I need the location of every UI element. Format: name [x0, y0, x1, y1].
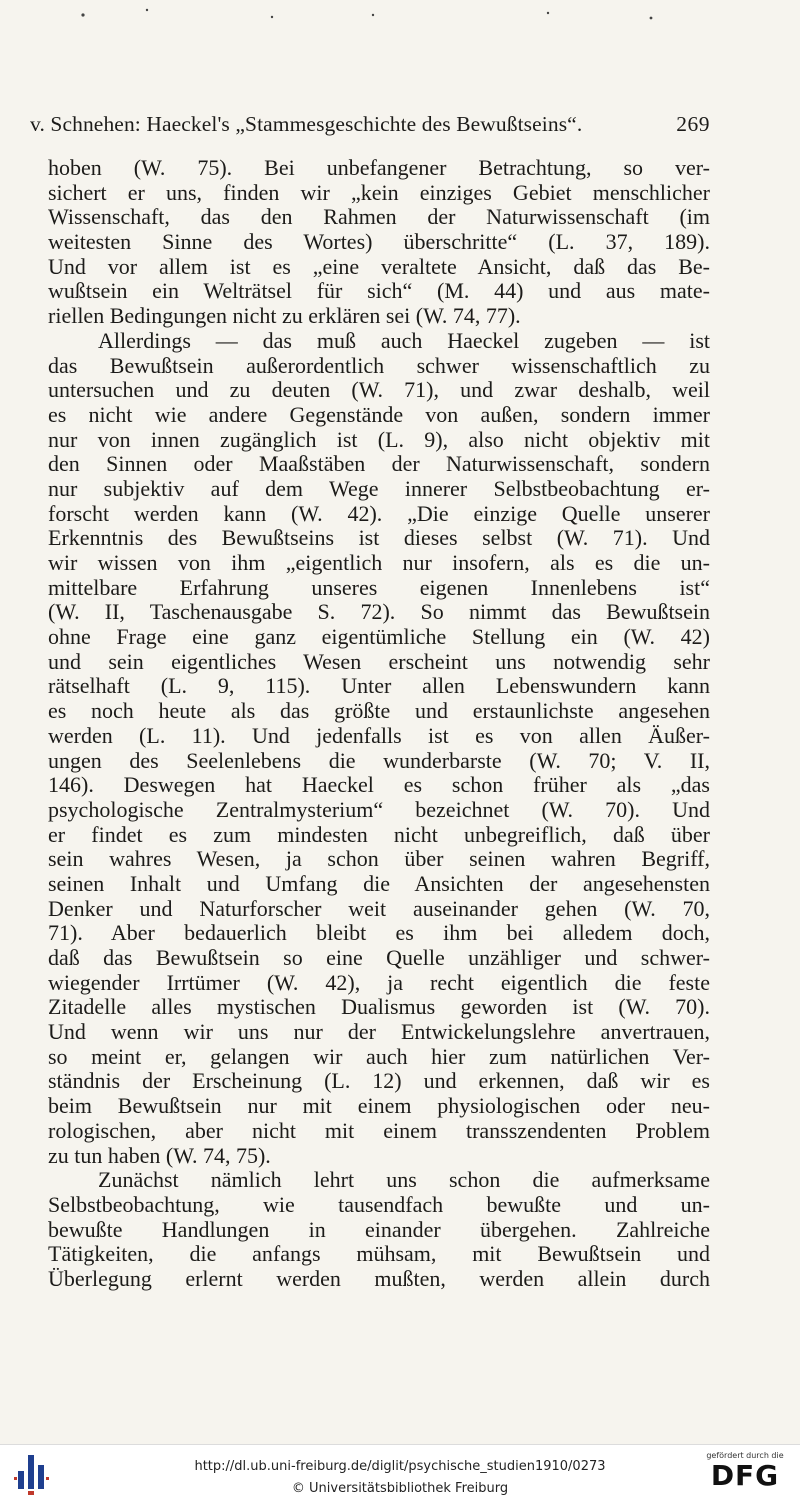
text-line: und sein eigentliches Wesen erscheint uns notwendig sehr — [48, 648, 710, 674]
text-line: weitesten Sinne des Wortes) überschritte“ (L. 37, 189). — [48, 229, 710, 255]
text-line: nur subjektiv auf dem Wege innerer Selbstbeobachtung er- — [48, 475, 710, 501]
text-line: ohne Frage eine ganz eigentümliche Stellung ein (W. 42) — [48, 624, 710, 650]
text-line: sichert er uns, finden wir „kein einziges Gebiet menschlicher — [48, 179, 710, 205]
text-line: daß das Bewußtsein so eine Quelle unzähliger und schwer- — [48, 945, 710, 970]
text-line: untersuchen und zu deuten (W. 71), und zwar deshalb, weil — [48, 377, 710, 403]
text-line: Und vor allem ist es „eine veraltete Ansicht, daß das Be- — [48, 253, 710, 279]
text-line: seinen Inhalt und Umfang die Ansichten der angesehensten — [48, 870, 710, 896]
scan-specks — [0, 0, 800, 40]
dfg-logo-text: DFG — [710, 1459, 780, 1492]
text-line: Erkenntnis des Bewußtseins ist dieses selbst (W. 71). Und — [48, 525, 710, 551]
text-line: wiegender Irrtümer (W. 42), ja recht eigentlich die feste — [48, 969, 710, 995]
text-line: (W. II, Taschenausgabe S. 72). So nimmt das Bewußtsein — [48, 599, 710, 625]
text-line: er findet es zum mindesten nicht unbegreiflich, daß über — [48, 821, 710, 847]
text-line: hoben (W. 75). Bei unbefangener Betrachtung, so ver- — [48, 155, 710, 180]
text-line: Denker und Naturforscher weit auseinander gehen (W. 70, — [48, 895, 710, 921]
copyright-text: © Universitätsbibliothek Freiburg — [291, 1481, 509, 1496]
text-line: Tätigkeiten, die anfangs mühsam, mit Bewußtsein und — [48, 1241, 710, 1267]
text-line: Überlegung erlernt werden mußten, werden allein durch — [48, 1265, 710, 1291]
text-line: nur von innen zugänglich ist (L. 9), also nicht objektiv mit — [48, 426, 710, 452]
text-line: den Sinnen oder Maaßstäben der Naturwissenschaft, sondern — [48, 451, 710, 477]
paragraph-start-line: Zunächst nämlich lehrt uns schon die aufmerksame — [98, 1167, 710, 1193]
text-line: 71). Aber bedauerlich bleibt es ihm bei alledem doch, — [48, 920, 710, 946]
text-line: ungen des Seelenlebens die wunderbarste (W. 70; V. II, — [48, 747, 710, 773]
text-line: so meint er, gelangen wir auch hier zum natürlichen Ver- — [48, 1043, 710, 1069]
running-header — [30, 112, 710, 142]
text-line: zu tun haben (W. 74, 75). — [48, 1142, 271, 1168]
sponsor-note: gefördert durch die — [706, 1451, 784, 1460]
paragraph-start-line: Allerdings — das muß auch Haeckel zugeben — ist — [98, 327, 710, 353]
text-line: sein wahres Wesen, ja schon über seinen wahren Begriff, — [48, 846, 710, 872]
text-line: es noch heute als das größte und erstaunlichste angesehen — [48, 698, 710, 724]
text-line: riellen Bedingungen nicht zu erklären sei (W. 74, 77). — [48, 303, 521, 329]
text-line: psychologische Zentralmysterium“ bezeichnet (W. 70). Und — [48, 796, 710, 822]
text-line: Selbstbeobachtung, wie tausendfach bewußte und un- — [48, 1191, 710, 1217]
text-line: ständnis der Erscheinung (L. 12) und erkennen, daß wir es — [48, 1068, 710, 1094]
text-line: Und wenn wir uns nur der Entwickelungslehre anvertrauen, — [48, 1019, 710, 1045]
running-header-title: v. Schnehen: Haeckel's „Stammesgeschichte des Bewußtseins“. — [30, 112, 583, 136]
text-line: mittelbare Erfahrung unseres eigenen Innenlebens ist“ — [48, 574, 710, 600]
page-number: 269 — [676, 112, 710, 136]
text-line: bewußte Handlungen in einander übergehen. Zahlreiche — [48, 1216, 710, 1242]
document-url[interactable]: http://dl.ub.uni-freiburg.de/diglit/psychische_studien1910/0273 — [194, 1459, 606, 1474]
viewer-footer — [0, 1444, 800, 1505]
text-line: wußtsein ein Welträtsel für sich“ (M. 44) und aus mate- — [48, 278, 710, 304]
text-line: werden (L. 11). Und jedenfalls ist es von allen Äußer- — [48, 722, 710, 748]
text-line: forscht werden kann (W. 42). „Die einzige Quelle unserer — [48, 500, 710, 526]
text-line: beim Bewußtsein nur mit einem physiologischen oder neu- — [48, 1093, 710, 1119]
text-line: Wissenschaft, das den Rahmen der Naturwissenschaft (im — [48, 204, 710, 230]
text-line: rologischen, aber nicht mit einem transszendenten Problem — [48, 1117, 710, 1143]
text-line: Zitadelle alles mystischen Dualismus geworden ist (W. 70). — [48, 994, 710, 1020]
text-line: es nicht wie andere Gegenstände von außen, sondern immer — [48, 401, 710, 427]
dfg-logo — [700, 1451, 790, 1501]
text-line: rätselhaft (L. 9, 115). Unter allen Lebenswundern kann — [48, 673, 710, 699]
text-line: 146). Deswegen hat Haeckel es schon früher als „das — [48, 772, 710, 798]
text-line: das Bewußtsein außerordentlich schwer wissenschaftlich zu — [48, 352, 710, 378]
text-line: wir wissen von ihm „eigentlich nur insofern, als es die un- — [48, 550, 710, 575]
body-text — [48, 156, 710, 1292]
